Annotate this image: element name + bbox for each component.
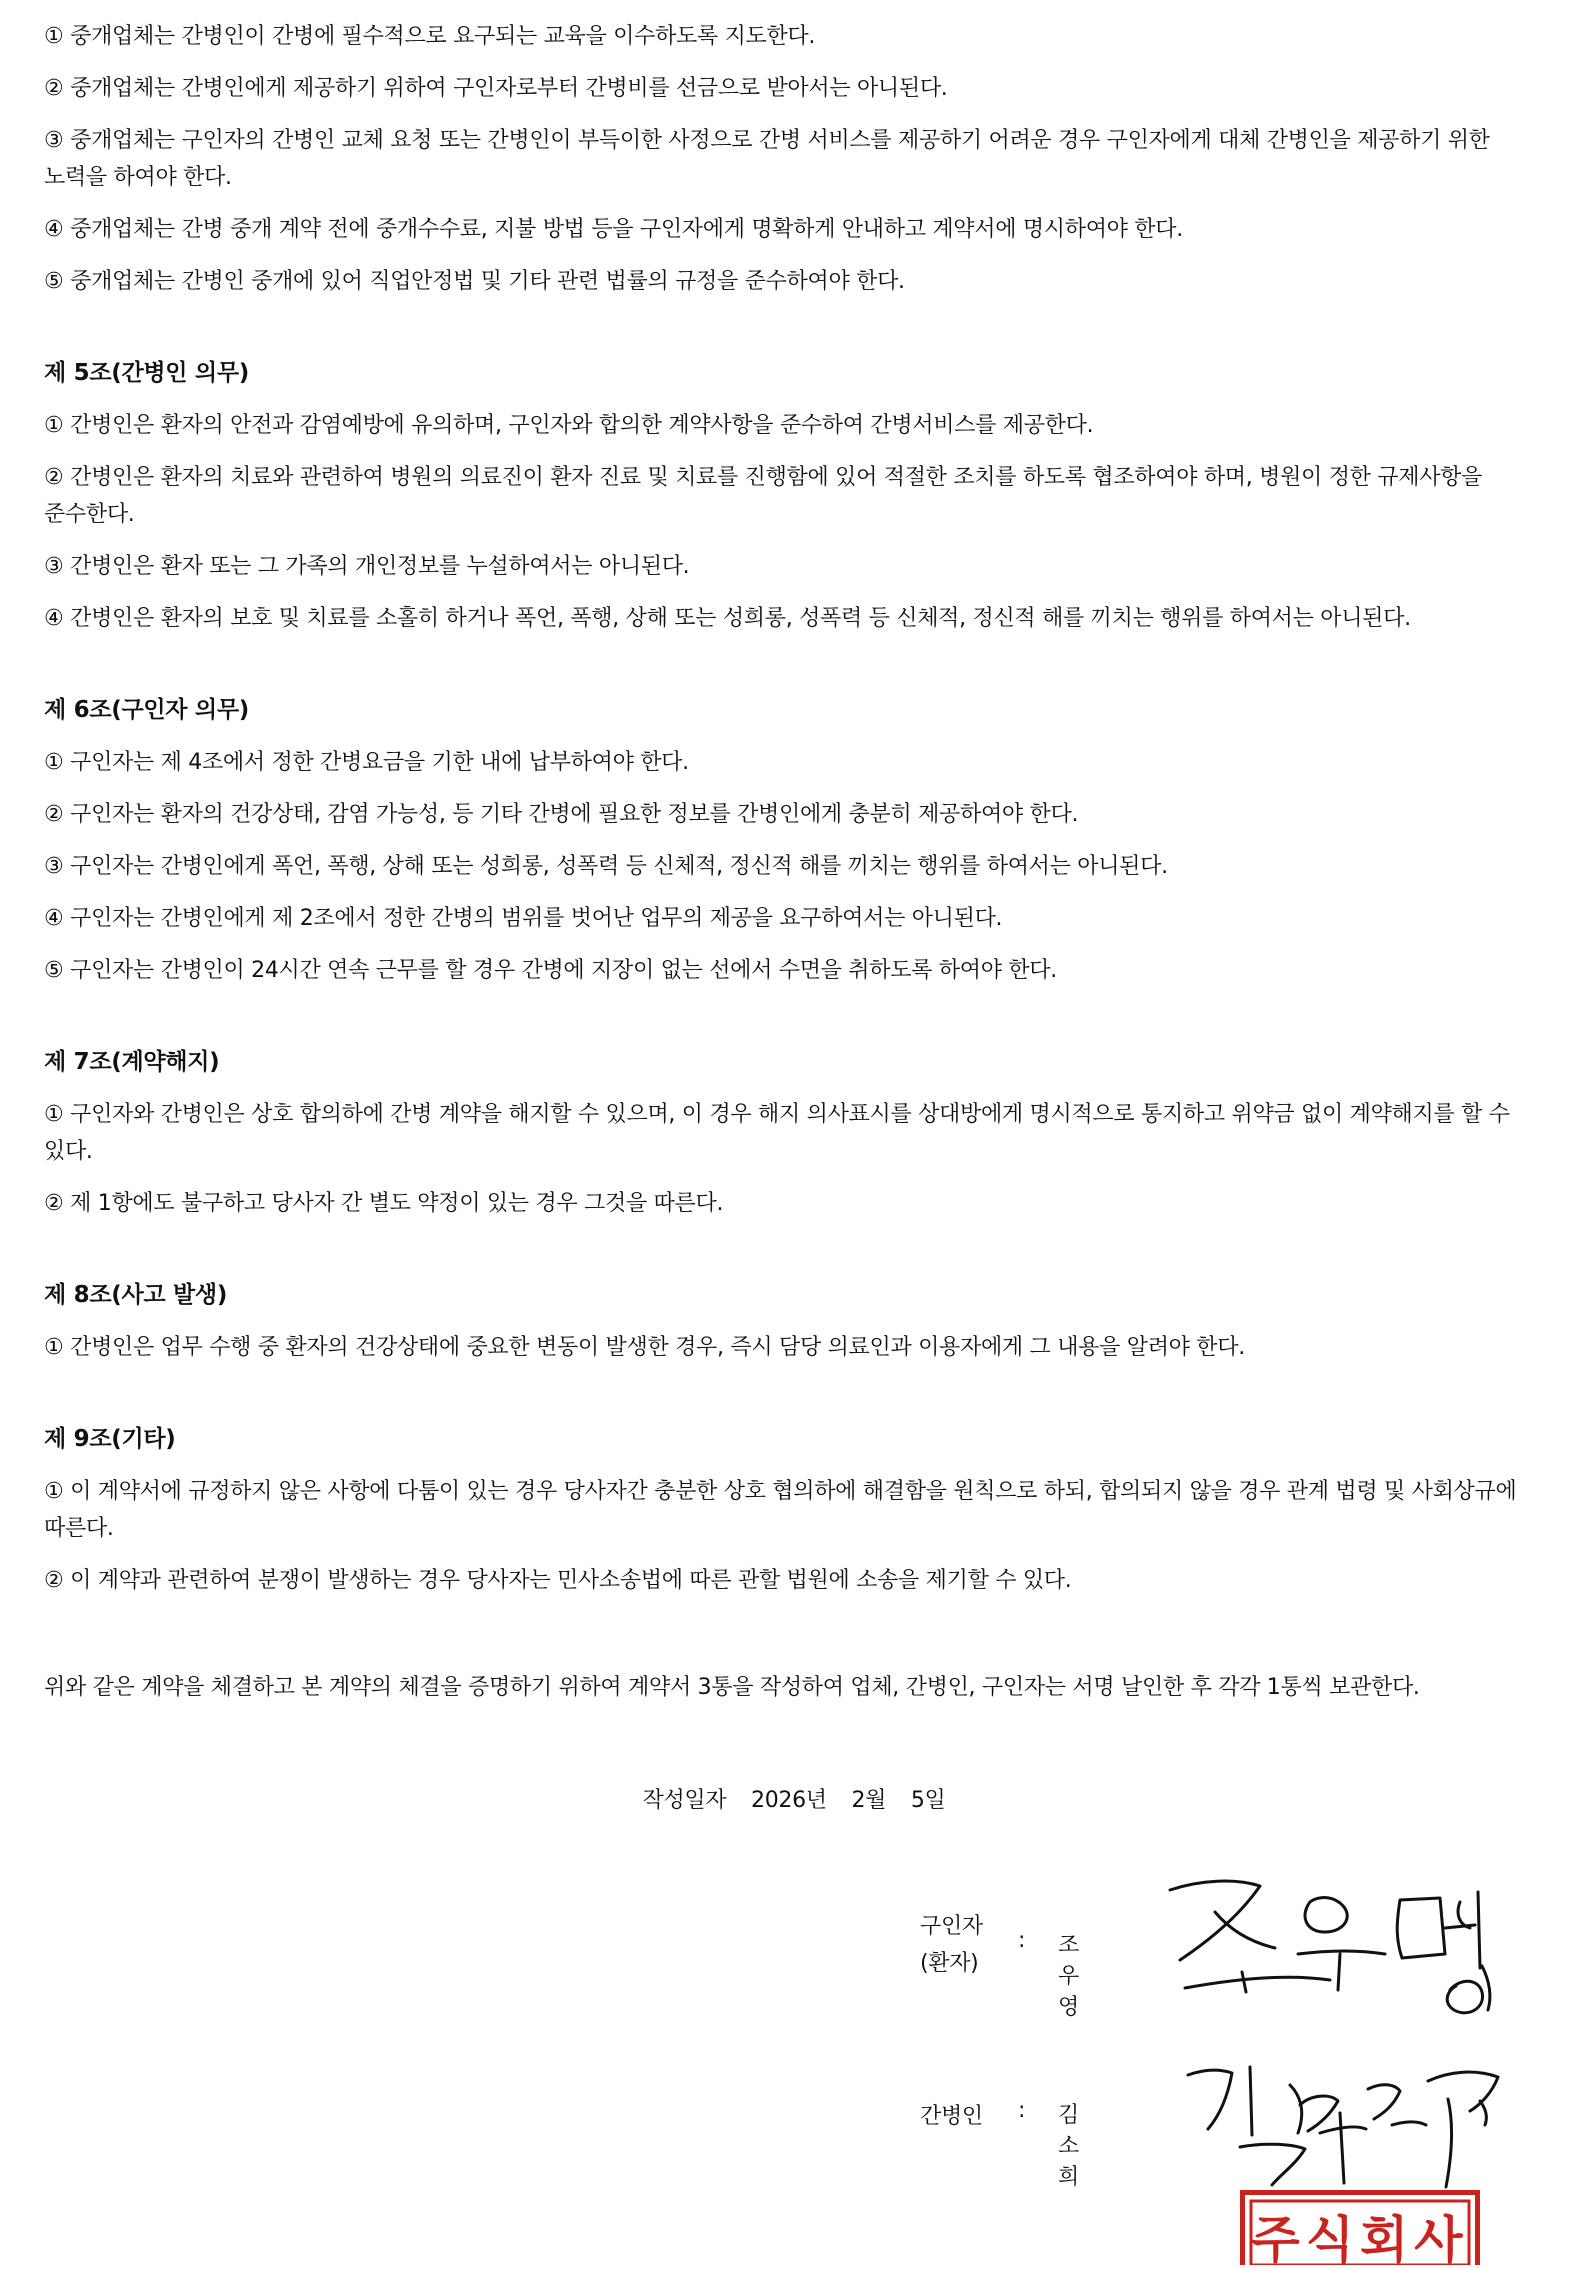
article-6-item-2: ② 구인자는 환자의 건강상태, 감염 가능성, 등 기타 간병에 필요한 정보를 간병인에게 충분히 제공하여야 한다. [44, 802, 1079, 827]
article-5-item-3: ③ 간병인은 환자 또는 그 가족의 개인정보를 누설하여서는 아니된다. [44, 554, 690, 579]
client-role-line2: (환자) [920, 1951, 979, 1976]
article-4-item-4: ④ 중개업체는 간병 중개 계약 전에 중개수수료, 지불 방법 등을 구인자에게 명확하게 안내하고 계약서에 명시하여야 한다. [44, 217, 1183, 242]
caregiver-handwritten-signature [1180, 2055, 1510, 2195]
article-4-item-5: ⑤ 중개업체는 간병인 중개에 있어 직업안정법 및 기타 관련 법률의 규정을 준수하여야 한다. [44, 269, 905, 294]
article-8-title: 제 8조(사고 발생) [44, 1282, 228, 1308]
company-seal [1240, 2190, 1480, 2265]
article-5-title: 제 5조(간병인 의무) [44, 360, 249, 386]
article-5-item-2: ② 간병인은 환자의 치료와 관련하여 병원의 의료진이 환자 진료 및 치료를 진행함에 있어 적절한 조치를 하도록 협조하여야 하며, 병원이 정한 규제사항을 준수한다. [44, 465, 1483, 527]
section-gap [44, 1614, 1554, 1669]
caregiver-role: 간병인 [920, 2104, 983, 2129]
article-8-item-1: ① 간병인은 업무 수행 중 환자의 건강상태에 중요한 변동이 발생한 경우, 즉시 담당 의료인과 이용자에게 그 내용을 알려야 한다. [44, 1335, 1245, 1360]
article-7 [44, 1044, 1554, 1222]
article-4-item-2: ② 중개업체는 간병인에게 제공하기 위하여 구인자로부터 간병비를 선금으로 받아서는 아니된다. [44, 76, 948, 101]
article-8 [44, 1277, 1554, 1366]
section-gap [44, 1381, 1554, 1421]
client-name: 조우영 [1058, 1933, 1079, 2020]
section-gap [44, 652, 1554, 692]
client-colon: : [1018, 1928, 1026, 1953]
article-4-items [44, 18, 1554, 300]
client-handwritten-signature [1160, 1870, 1520, 2030]
article-7-title: 제 7조(계약해지) [44, 1049, 220, 1075]
article-6-item-1: ① 구인자는 제 4조에서 정한 간병요금을 기한 내에 납부하여야 한다. [44, 750, 689, 775]
article-7-item-2: ② 제 1항에도 불구하고 당사자 간 별도 약정이 있는 경우 그것을 따른다. [44, 1191, 724, 1216]
article-5 [44, 355, 1554, 637]
client-role [920, 1908, 1010, 1982]
section-gap [44, 1004, 1554, 1044]
article-7-item-1: ① 구인자와 간병인은 상호 합의하에 간병 계약을 해지할 수 있으며, 이 경우 해지 의사표시를 상대방에게 명시적으로 통지하고 위약금 없이 계약해지를 할 수 있다. [44, 1102, 1510, 1164]
article-5-item-4: ④ 간병인은 환자의 보호 및 치료를 소홀히 하거나 폭언, 폭행, 상해 또는 성희롱, 성폭력 등 신체적, 정신적 해를 끼치는 행위를 하여서는 아니된다. [44, 606, 1411, 631]
article-9-title: 제 9조(기타) [44, 1426, 176, 1452]
contract-page [44, 18, 1554, 1706]
article-6-item-4: ④ 구인자는 간병인에게 제 2조에서 정한 간병의 범위를 벗어난 업무의 제공을 요구하여서는 아니된다. [44, 906, 1003, 931]
seal-icon [1245, 2195, 1475, 2265]
article-9-item-1: ① 이 계약서에 규정하지 않은 사항에 다툼이 있는 경우 당사자간 충분한 상호 협의하에 해결함을 원칙으로 하되, 합의되지 않을 경우 관계 법령 및 사회상규에 따른다. [44, 1479, 1517, 1541]
caregiver-colon: : [1018, 2098, 1026, 2123]
client-role-line1: 구인자 [920, 1914, 983, 1939]
article-6-item-5: ⑤ 구인자는 간병인이 24시간 연속 근무를 할 경우 간병에 지장이 없는 선에서 수면을 취하도록 하여야 한다. [44, 958, 1057, 983]
article-6-title: 제 6조(구인자 의무) [44, 697, 249, 723]
section-gap [44, 1237, 1554, 1277]
article-4-item-3: ③ 중개업체는 구인자의 간병인 교체 요청 또는 간병인이 부득이한 사정으로 간병 서비스를 제공하기 어려운 경우 구인자에게 대체 간병인을 제공하기 위한 노력을 하여야 한다. [44, 128, 1490, 190]
date-day: 5일 [910, 1788, 946, 1813]
article-6 [44, 692, 1554, 989]
svg-text:주식회사: 주식회사 [1251, 2211, 1469, 2265]
article-5-item-1: ① 간병인은 환자의 안전과 감염예방에 유의하며, 구인자와 합의한 계약사항을 준수하여 간병서비스를 제공한다. [44, 413, 1094, 438]
article-9 [44, 1421, 1554, 1599]
date-month: 2월 [851, 1788, 887, 1813]
article-4-item-1: ① 중개업체는 간병인이 간병에 필수적으로 요구되는 교육을 이수하도록 지도한다. [44, 24, 816, 49]
date-label: 작성일자 [642, 1788, 727, 1813]
caregiver-name: 김소희 [1058, 2103, 1079, 2190]
closing-statement: 위와 같은 계약을 체결하고 본 계약의 체결을 증명하기 위하여 계약서 3통을 작성하여 업체, 간병인, 구인자는 서명 날인한 후 각각 1통씩 보관한다. [44, 1675, 1420, 1700]
article-6-item-3: ③ 구인자는 간병인에게 폭언, 폭행, 상해 또는 성희롱, 성폭력 등 신체적, 정신적 해를 끼치는 행위를 하여서는 아니된다. [44, 854, 1168, 879]
section-gap [44, 315, 1554, 355]
date-year: 2026년 [751, 1788, 827, 1813]
article-9-item-2: ② 이 계약과 관련하여 분쟁이 발생하는 경우 당사자는 민사소송법에 따른 관할 법원에 소송을 제기할 수 있다. [44, 1568, 1072, 1593]
date-line [0, 1783, 1588, 1814]
